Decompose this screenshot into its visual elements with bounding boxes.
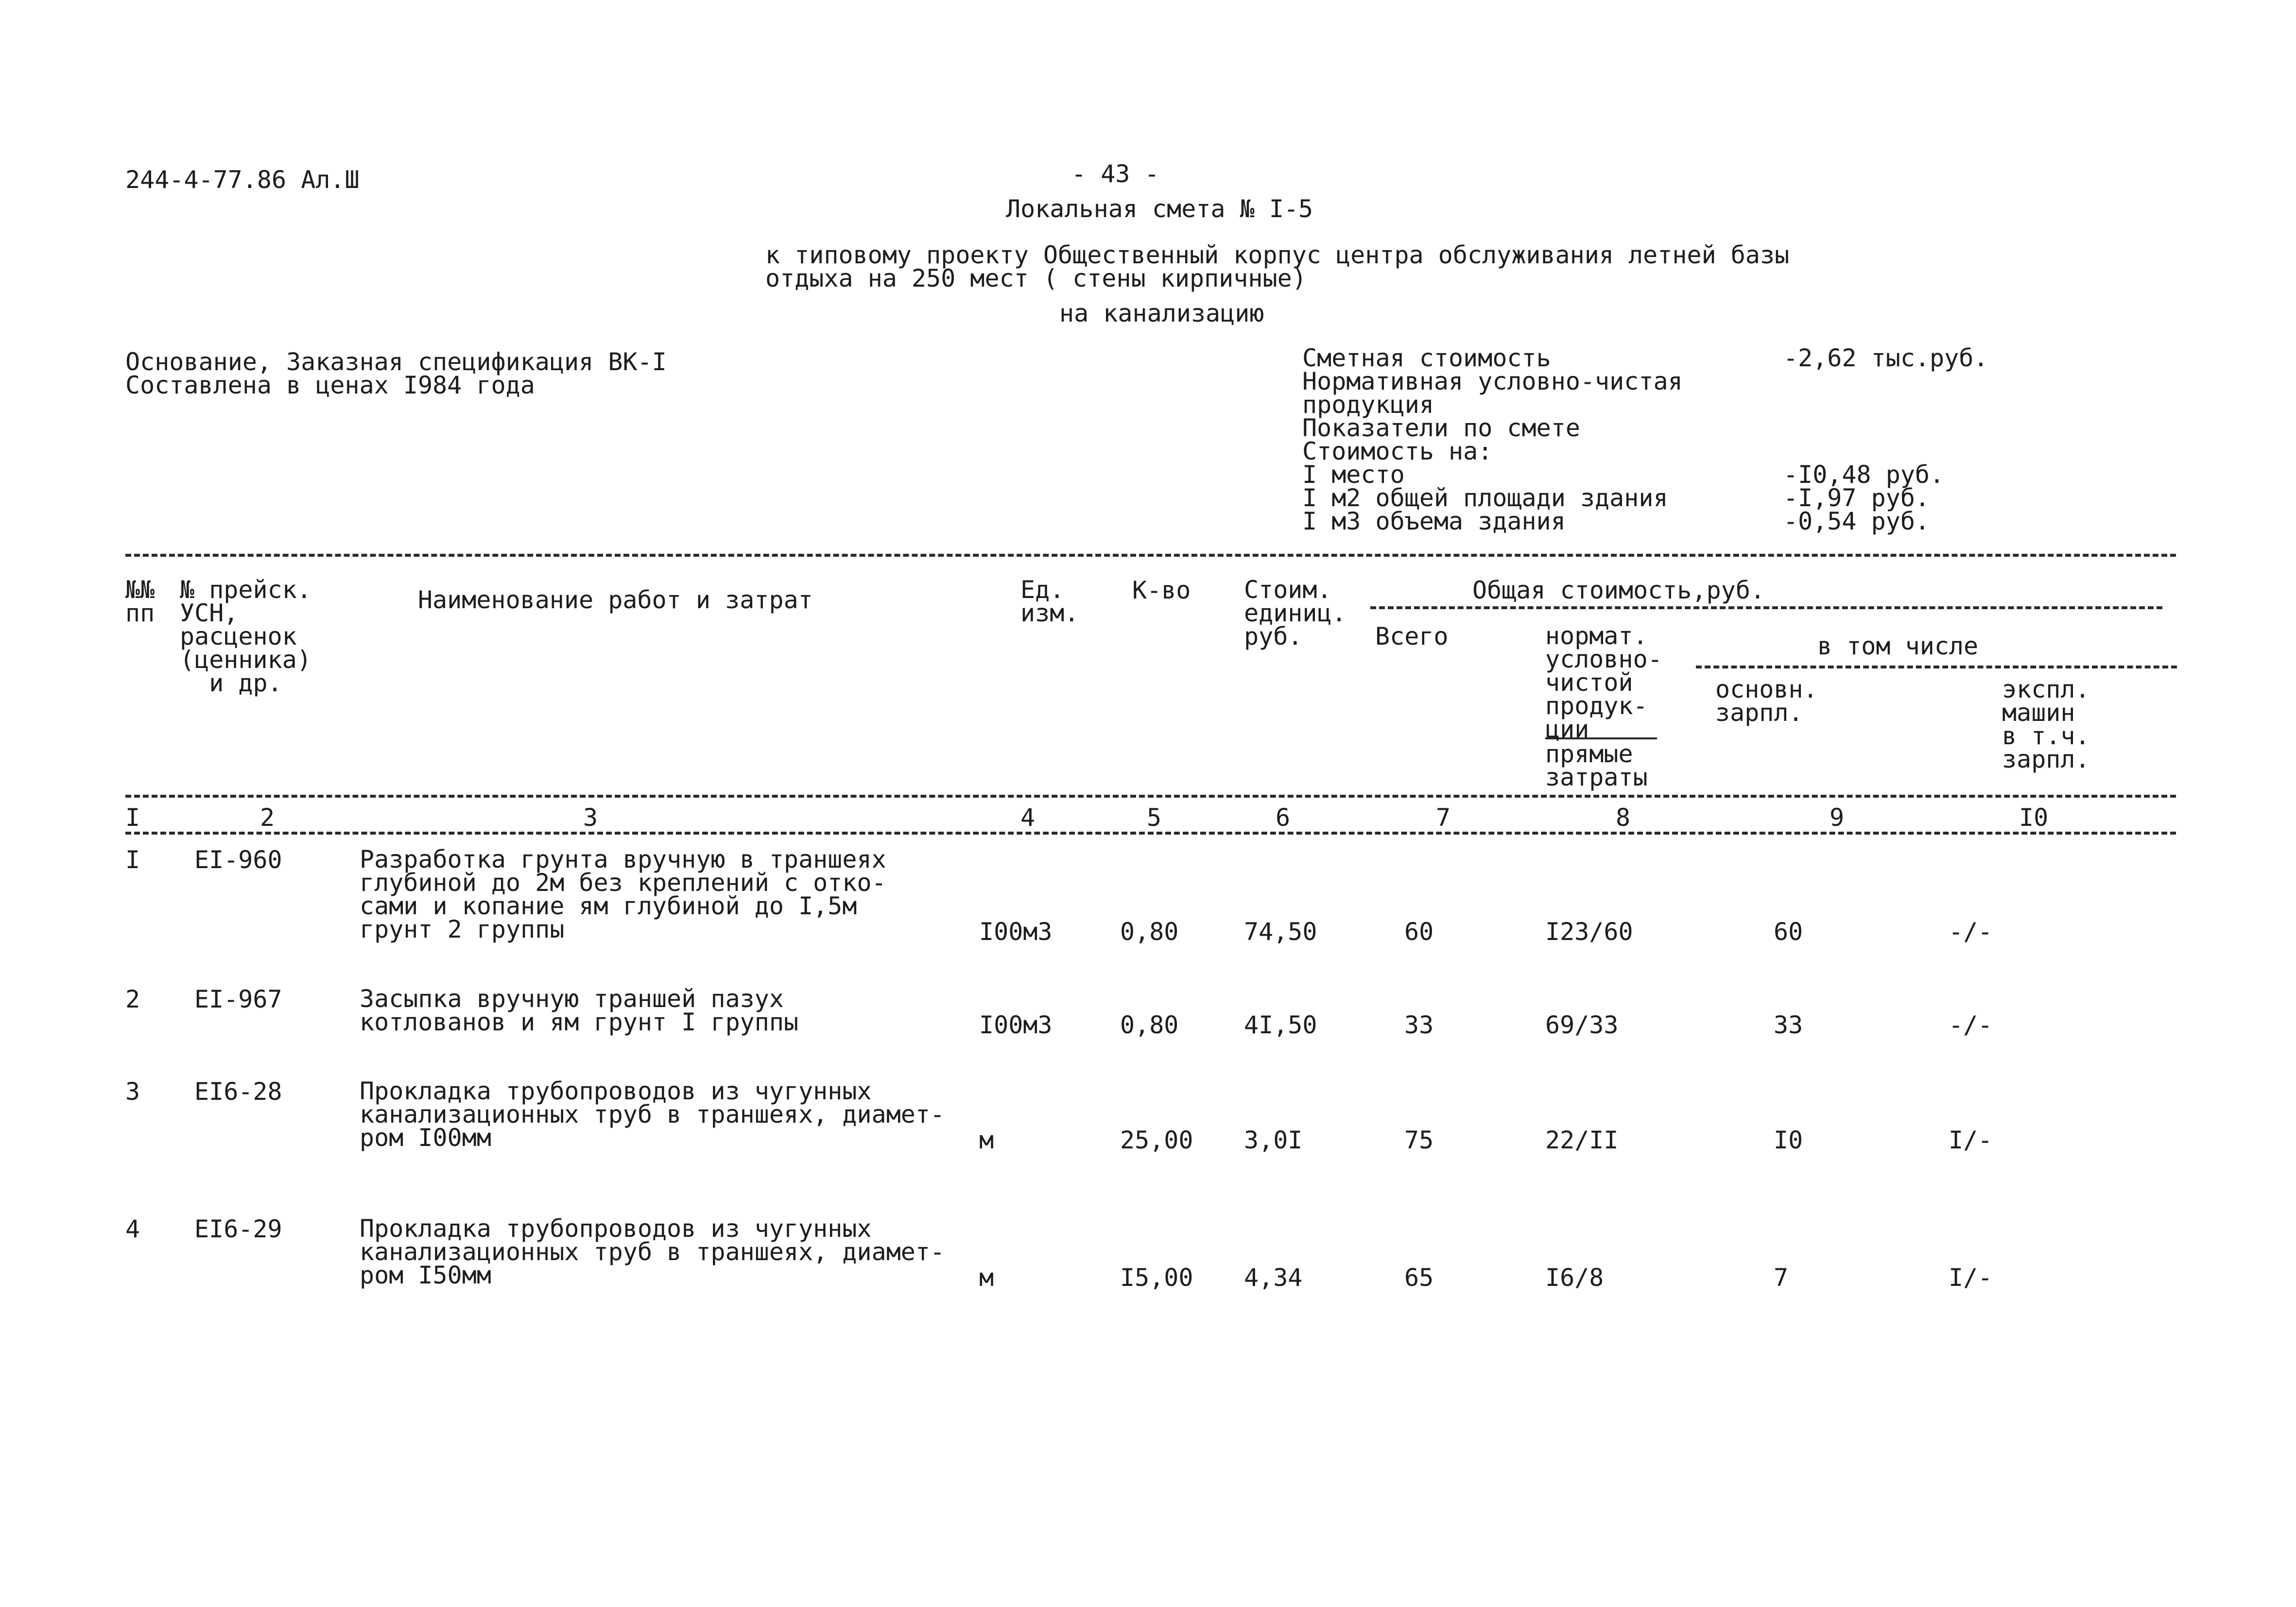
row-work-name: Засыпка вручную траншей пазух котлованов и ям грунт I группы: [360, 985, 799, 1036]
row-total: 33: [1404, 1011, 1434, 1039]
column-number-6: 6: [1276, 804, 1291, 832]
row-price-code: EI-967: [194, 985, 282, 1013]
header-unit: Ед. изм.: [1020, 576, 1079, 627]
column-number-10: I0: [2019, 804, 2049, 832]
row-total: 65: [1404, 1264, 1434, 1292]
row-normative: 69/33: [1545, 1011, 1619, 1039]
row-work-name: Прокладка трубопроводов из чугунных канализационных труб в траншеях, диамет- ром I50мм: [360, 1214, 945, 1289]
row-normative: I23/60: [1545, 918, 1633, 946]
row-work-name: Прокладка трубопроводов из чугунных канализационных труб в траншеях, диамет- ром I00мм: [360, 1077, 945, 1152]
row-quantity: 0,80: [1120, 918, 1179, 946]
row-work-name: Разработка грунта вручную в траншеях глубиной до 2м без креплений с отко- сами и копание ям глубиной до I,5м грунт 2 группы: [360, 845, 886, 943]
row-number: 2: [125, 985, 140, 1013]
normative-label-1: Нормативная условно-чистая: [1302, 367, 1683, 395]
header-machine-operation: экспл. машин в т.ч. зарпл.: [2002, 675, 2090, 773]
column-number-5: 5: [1147, 804, 1162, 832]
including-group-rule: [1696, 666, 2177, 668]
row-machines: -/-: [1949, 918, 1993, 946]
per-m2-value: -I,97 руб.: [1783, 484, 1930, 512]
column-number-2: 2: [260, 804, 275, 832]
column-number-8: 8: [1616, 804, 1631, 832]
row-quantity: I5,00: [1120, 1264, 1193, 1292]
per-m3-label: I м3 объема здания: [1302, 507, 1566, 535]
indicators-label: Показатели по смете: [1302, 414, 1580, 442]
column-number-1: I: [125, 804, 140, 832]
row-salary: 60: [1774, 918, 1803, 946]
header-price-code: № прейск. УСН, расценок (ценника) и др.: [180, 576, 311, 697]
cost-per-label: Стоимость на:: [1302, 437, 1493, 465]
basis-line-1: Основание, Заказная спецификация ВК-I: [125, 348, 667, 376]
normative-label-2: продукция: [1302, 391, 1434, 419]
table-top-rule: [125, 554, 2176, 557]
header-bottom-rule: [125, 795, 2176, 798]
row-number: 3: [125, 1077, 140, 1106]
row-machines: -/-: [1949, 1011, 1993, 1039]
row-total: 75: [1404, 1126, 1434, 1154]
per-place-value: -I0,48 руб.: [1783, 461, 1945, 489]
page-number: - 43 -: [1071, 160, 1159, 188]
row-salary: 33: [1774, 1011, 1803, 1039]
total-group-rule: [1370, 606, 2162, 609]
row-normative: 22/II: [1545, 1126, 1619, 1154]
subtitle-line-3: на канализацию: [1059, 299, 1264, 327]
row-salary: 7: [1774, 1264, 1789, 1292]
row-price-code: EI-960: [194, 846, 282, 874]
row-total: 60: [1404, 918, 1434, 946]
per-m3-value: -0,54 руб.: [1783, 507, 1930, 535]
header-base-salary: основн. зарпл.: [1715, 675, 1818, 727]
header-direct-costs: прямые затраты: [1545, 740, 1648, 791]
column-numbers-rule: [125, 832, 2176, 835]
row-normative: I6/8: [1545, 1264, 1604, 1292]
row-unit-cost: 4I,50: [1244, 1011, 1317, 1039]
column-number-4: 4: [1020, 804, 1036, 832]
row-unit: I00м3: [979, 1011, 1053, 1039]
header-work-name: Наименование работ и затрат: [418, 586, 813, 614]
estimate-title: Локальная смета № I-5: [1006, 195, 1313, 223]
row-unit-cost: 4,34: [1244, 1264, 1303, 1292]
header-total: Всего: [1375, 622, 1449, 650]
row-number: I: [125, 846, 140, 874]
row-unit-cost: 3,0I: [1244, 1126, 1303, 1154]
row-number: 4: [125, 1215, 140, 1243]
row-unit-cost: 74,50: [1244, 918, 1317, 946]
per-place-label: I место: [1302, 461, 1405, 489]
document-code: 244-4-77.86 Ал.Ш: [125, 166, 360, 194]
row-unit: I00м3: [979, 918, 1053, 946]
subtitle-line-1: к типовому проекту Общественный корпус центра обслуживания летней базы: [765, 241, 1790, 269]
row-price-code: EI6-29: [194, 1215, 282, 1243]
header-including-group: в том числе: [1817, 632, 1979, 660]
row-unit: м: [979, 1126, 994, 1154]
column-number-9: 9: [1830, 804, 1845, 832]
header-total-cost-group: Общая стоимость,руб.: [1472, 576, 1765, 604]
row-quantity: 25,00: [1120, 1126, 1193, 1154]
basis-line-2: Составлена в ценах I984 года: [125, 371, 535, 399]
estimated-cost-value: -2,62 тыс.руб.: [1783, 344, 1988, 372]
row-machines: I/-: [1949, 1126, 1993, 1154]
header-normative-production: нормат. условно- чистой продук- ции: [1545, 622, 1662, 743]
subtitle-line-2: отдыха на 250 мест ( стены кирпичные): [765, 264, 1307, 292]
row-machines: I/-: [1949, 1264, 1993, 1292]
row-salary: I0: [1774, 1126, 1803, 1154]
column-number-7: 7: [1436, 804, 1451, 832]
row-price-code: EI6-28: [194, 1077, 282, 1106]
header-unit-cost: Стоим. единиц. руб.: [1244, 576, 1347, 650]
estimated-cost-label: Сметная стоимость: [1302, 344, 1551, 372]
column-number-3: 3: [583, 804, 598, 832]
header-quantity: К-во: [1132, 576, 1191, 604]
row-unit: м: [979, 1264, 994, 1292]
per-m2-label: I м2 общей площади здания: [1302, 484, 1668, 512]
row-quantity: 0,80: [1120, 1011, 1179, 1039]
header-row-number: №№ пп: [125, 576, 155, 627]
